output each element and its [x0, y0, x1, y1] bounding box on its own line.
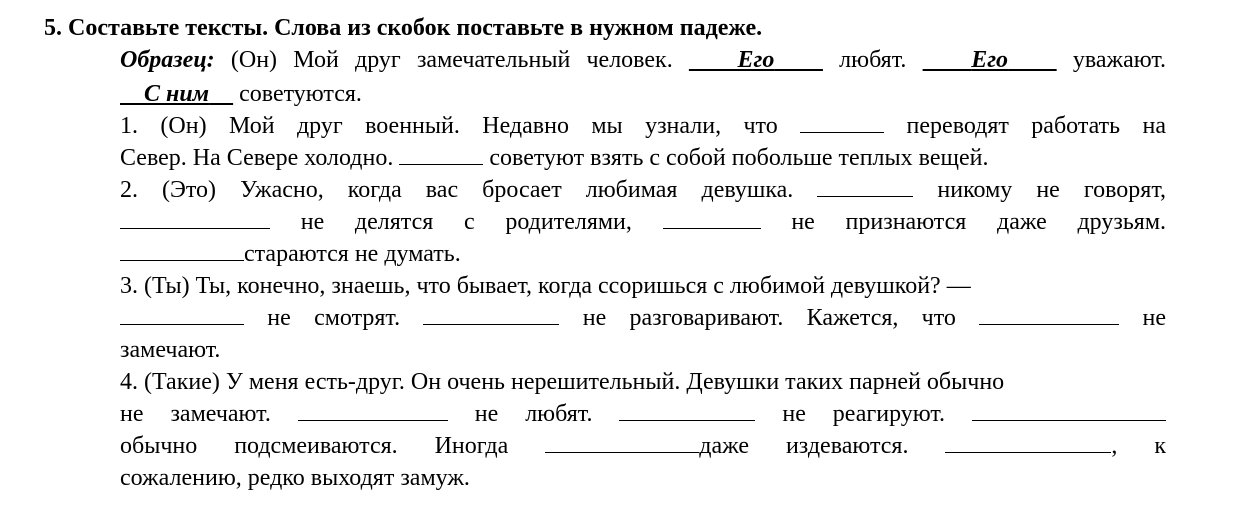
answer-blank[interactable] [120, 304, 244, 325]
ex1-text: 1. (Он) Мой друг военный. Недавно мы узнали, что [120, 113, 778, 139]
ex3-text: не смотрят. [267, 305, 401, 331]
ex2-text: стараются не думать. [244, 241, 461, 267]
answer-blank[interactable] [972, 400, 1166, 421]
ex4-text: не реагируют. [782, 401, 946, 427]
ex4-line-3 [120, 432, 1166, 460]
ex4-line-1: 4. (Такие) У меня есть-друг. Он очень нерешительный. Девушки таких парней обычно [120, 369, 1005, 395]
ex4-text: обычно подсмеиваются. Иногда [120, 433, 509, 459]
ex1-text: Север. На Севере холодно. [120, 145, 394, 171]
ex1-text: советуют взять с собой побольше теплых вещей. [489, 145, 989, 171]
ex4-text: , к [1111, 433, 1167, 459]
sample-answer-3: С ним [144, 81, 210, 107]
ex2-line-1 [120, 176, 1166, 204]
ex1-line-2 [120, 144, 988, 172]
sample-label: Образец: [120, 47, 215, 73]
ex3-line-2 [120, 304, 1166, 332]
ex2-line-3 [120, 240, 461, 268]
sample-answer-1: Его [737, 47, 775, 73]
answer-blank[interactable] [979, 304, 1119, 325]
answer-blank[interactable] [120, 208, 270, 229]
answer-blank[interactable] [120, 240, 244, 261]
ex3-line-1: 3. (Ты) Ты, конечно, знаешь, что бывает, когда ссоришься с любимой девушкой? — [120, 273, 971, 299]
ex3-text: не [1142, 305, 1167, 331]
ex3-line-3: замечают. [120, 337, 221, 363]
sample-line-2 [120, 80, 362, 108]
ex4-text: не любят. [474, 401, 593, 427]
answer-blank[interactable] [619, 400, 755, 421]
answer-blank[interactable] [817, 176, 913, 197]
ex2-text: не признаются даже друзьям. [791, 209, 1167, 235]
ex1-text: переводят работать на [906, 113, 1167, 139]
sample-text: уважают. [1072, 47, 1167, 73]
exercise-heading: 5. Составьте тексты. Слова из скобок поставьте в нужном падеже. [44, 15, 763, 41]
sample-text: любят. [839, 47, 923, 73]
sample-text: советуются. [233, 81, 362, 107]
ex4-line-2 [120, 400, 1166, 428]
ex2-text: никому не говорят, [937, 177, 1167, 203]
ex1-line-1 [120, 112, 1166, 140]
answer-blank[interactable] [399, 144, 483, 165]
ex4-text: не замечают. [120, 401, 271, 427]
ex2-line-2 [120, 208, 1166, 236]
ex3-text: не разговаривают. Кажется, что [582, 305, 956, 331]
answer-blank[interactable] [545, 432, 699, 453]
ex4-line-4: сожалению, редко выходят замуж. [120, 465, 470, 491]
sample-answer-2: Его [971, 47, 1009, 73]
sample-line-1 [120, 46, 1166, 74]
ex2-text: не делятся с родителями, [300, 209, 632, 235]
ex2-text: 2. (Это) Ужасно, когда вас бросает любимая девушка. [120, 177, 794, 203]
answer-blank[interactable] [298, 400, 448, 421]
answer-blank[interactable] [423, 304, 559, 325]
answer-blank[interactable] [663, 208, 761, 229]
answer-blank[interactable] [800, 112, 884, 133]
answer-blank[interactable] [945, 432, 1111, 453]
ex4-text: даже издеваются. [699, 433, 909, 459]
sample-text: (Он) Мой друг замечательный человек. [230, 47, 689, 73]
